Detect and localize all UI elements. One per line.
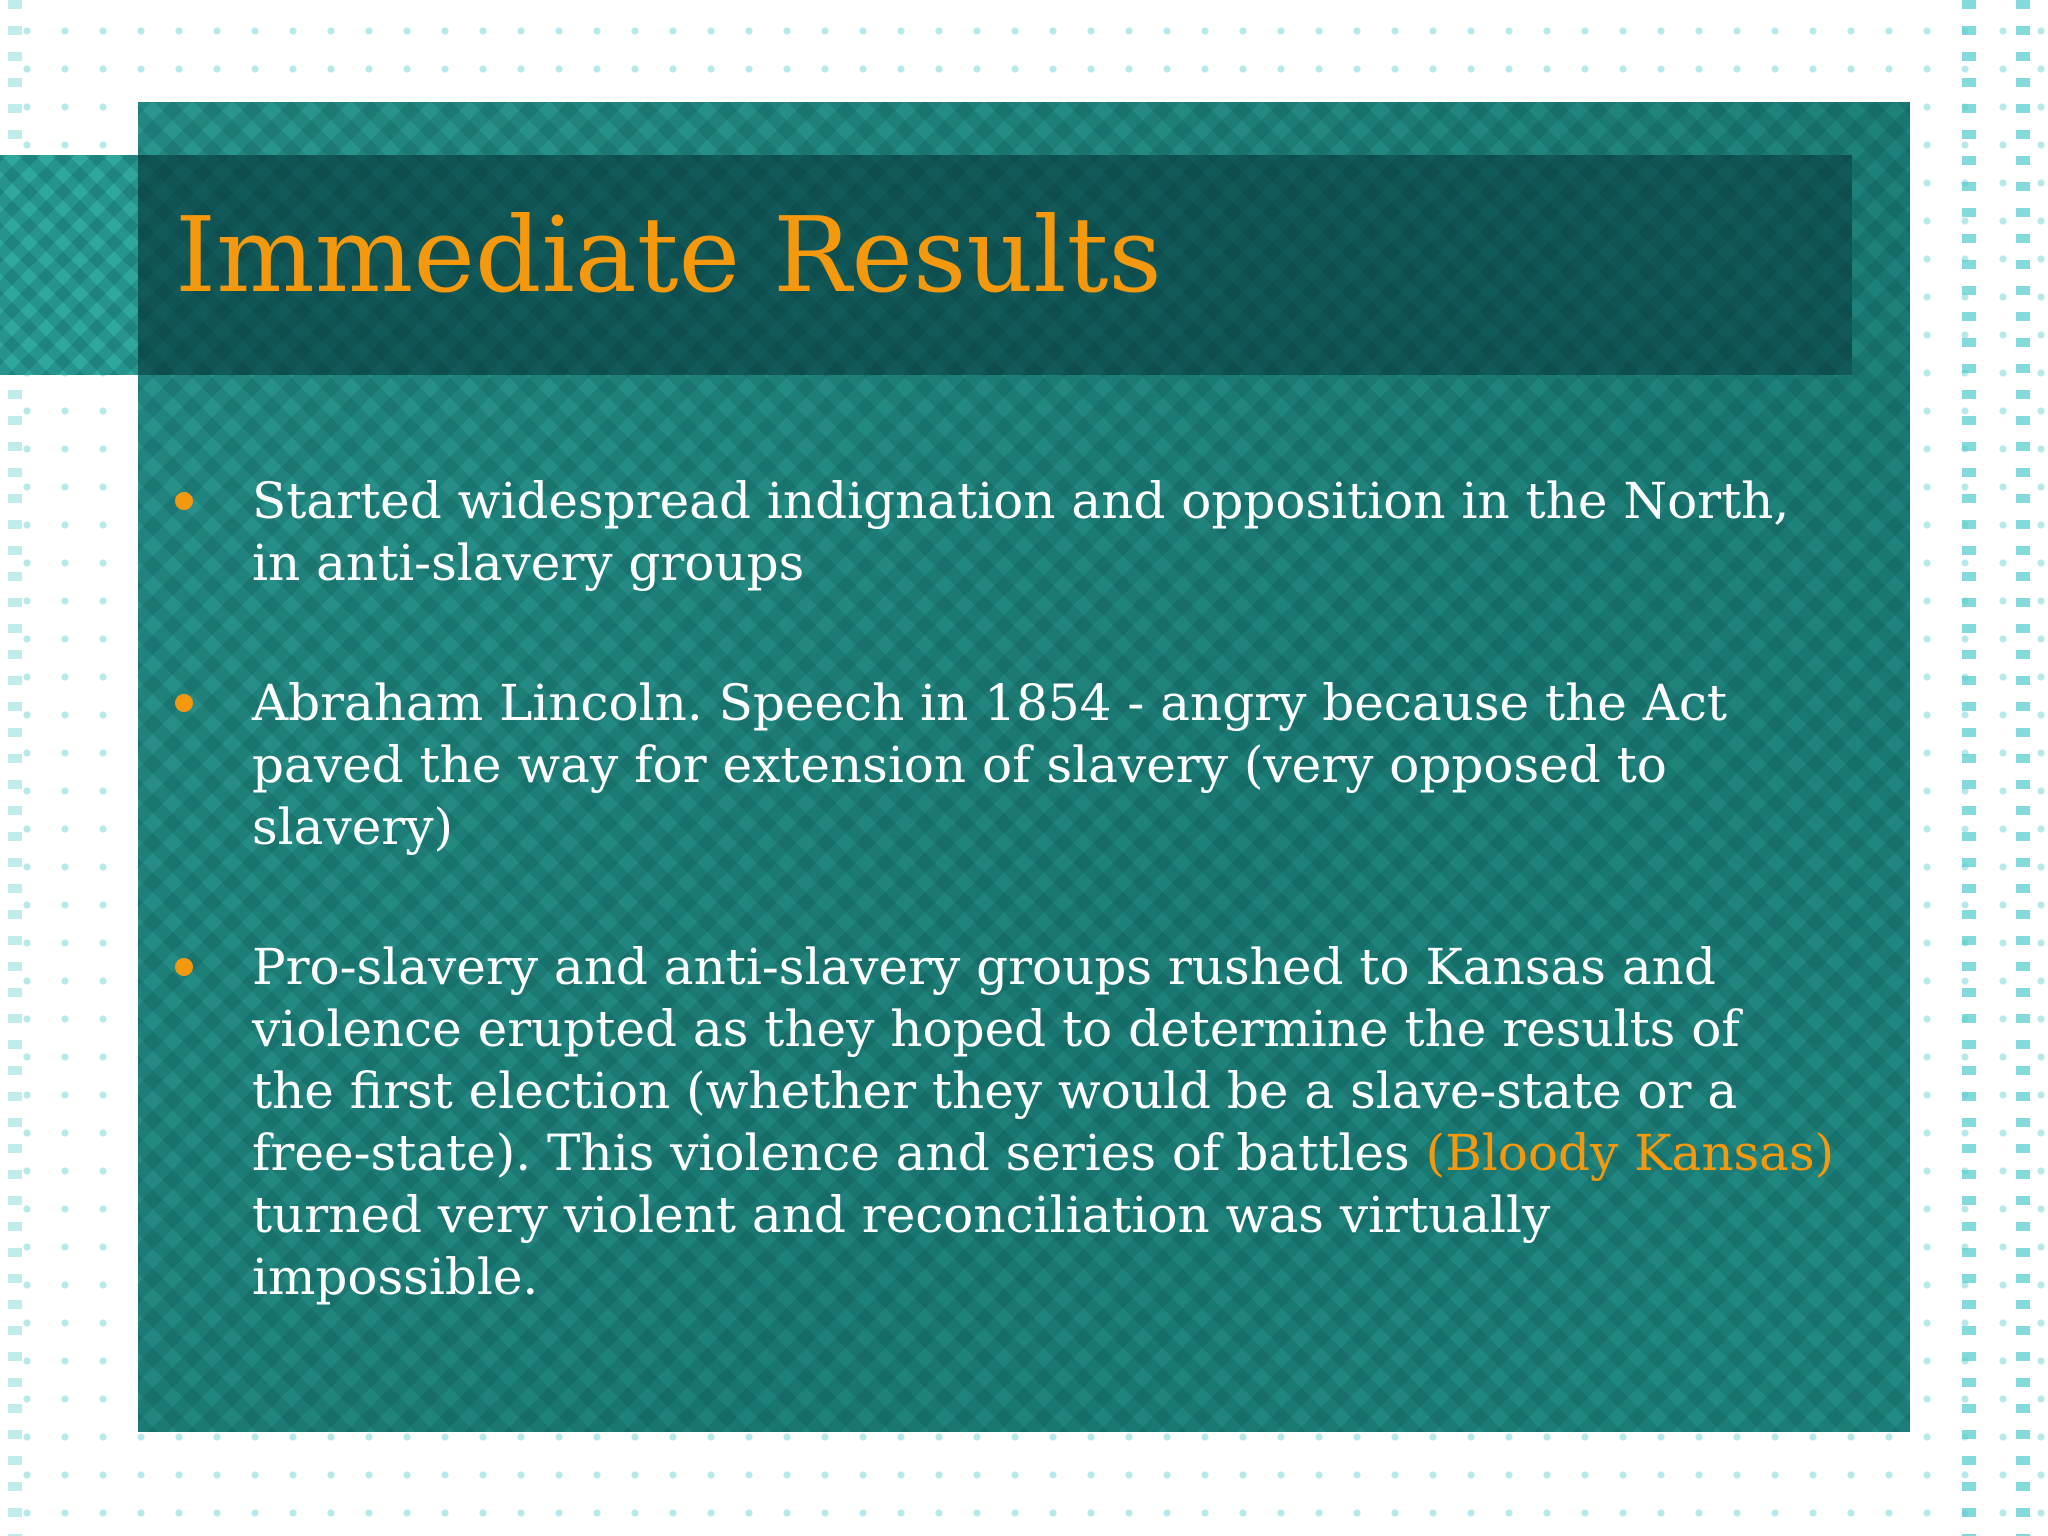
title-accent-band xyxy=(0,155,160,375)
bullet-list xyxy=(175,470,1835,1386)
decorative-dot-column xyxy=(1962,0,1976,1536)
bullet-dot-icon xyxy=(175,492,193,510)
bullet-text: Pro-slavery and anti-slavery groups rushed to Kansas and violence erupted as they hoped to determine the results of the first election (whether they would be a slave-state or a free-state). This violence and series of battles xyxy=(252,938,1740,1182)
bullet-text: Started widespread indignation and opposition in the North, in anti-slavery groups xyxy=(252,472,1790,592)
bullet-text: Abraham Lincoln. Speech in 1854 - angry because the Act paved the way for extension of slavery (very opposed to slavery) xyxy=(252,674,1727,856)
bullet-item xyxy=(175,936,1835,1308)
bullet-item xyxy=(175,470,1835,594)
slide-title: Immediate Results xyxy=(175,194,1162,316)
bullet-item xyxy=(175,672,1835,858)
bullet-dot-icon xyxy=(175,958,193,976)
bullet-text-continued: turned very violent and reconciliation was virtually impossible. xyxy=(252,1186,1551,1306)
decorative-dot-column xyxy=(2016,0,2030,1536)
highlighted-phrase: (Bloody Kansas) xyxy=(1425,1124,1835,1182)
bullet-dot-icon xyxy=(175,694,193,712)
